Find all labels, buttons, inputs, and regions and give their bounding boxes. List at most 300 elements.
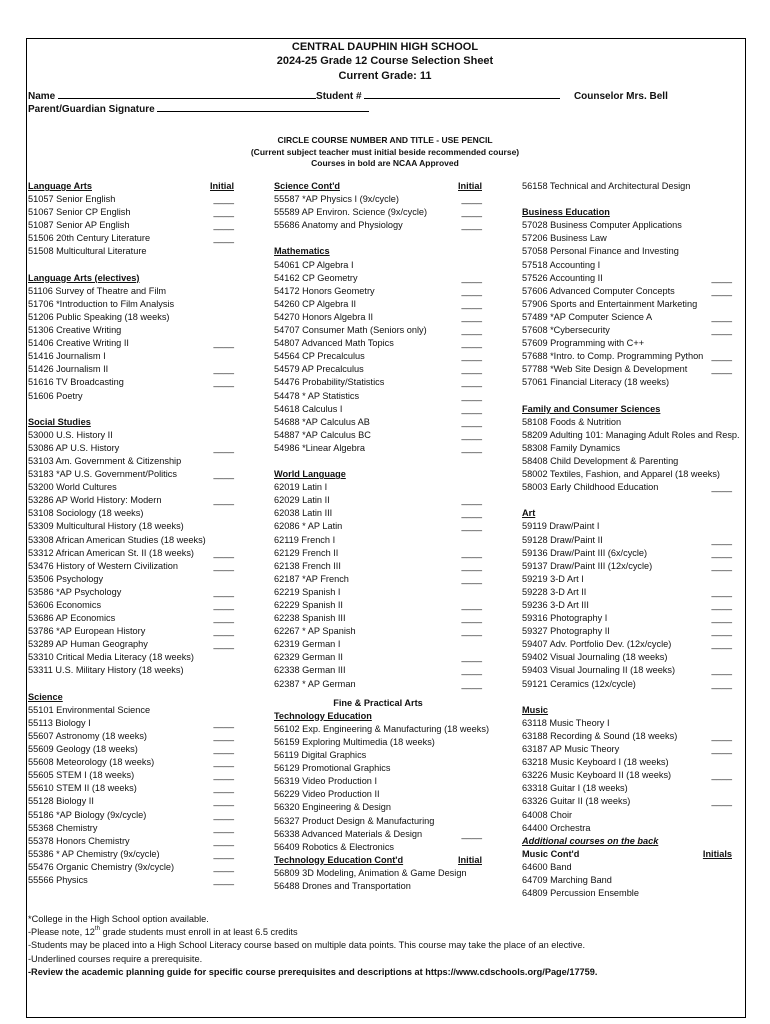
initial-blank[interactable]: ____	[461, 285, 482, 296]
course-item[interactable]	[274, 547, 482, 560]
course-label: 55610 STEM II (18 weeks)	[28, 783, 137, 794]
initial-blank[interactable]: ____	[461, 495, 482, 506]
course-item[interactable]	[28, 625, 234, 638]
name-label: Name	[28, 91, 56, 102]
course-item[interactable]	[28, 494, 234, 507]
course-label: 55589 AP Environ. Science (9x/cycle)	[274, 207, 428, 218]
initial-blank[interactable]: ____	[461, 547, 482, 558]
course-item[interactable]	[274, 723, 490, 736]
course-item[interactable]	[274, 599, 482, 612]
initial-blank[interactable]: ____	[711, 744, 732, 755]
course-item[interactable]	[28, 534, 234, 547]
initial-blank[interactable]: ____	[213, 730, 234, 741]
course-item[interactable]	[274, 560, 482, 573]
course-item[interactable]	[28, 337, 234, 350]
course-label: 55605 STEM I (18 weeks)	[28, 770, 135, 781]
course-item[interactable]	[522, 468, 732, 481]
initial-blank[interactable]: ____	[711, 547, 732, 558]
course-label: 59228 3-D Art II	[522, 586, 587, 597]
initial-blank[interactable]: ____	[213, 874, 234, 885]
course-label: 51616 TV Broadcasting	[28, 377, 124, 388]
course-item[interactable]	[522, 638, 732, 651]
initial-blank[interactable]: ____	[213, 207, 234, 218]
course-label: 55386 * AP Chemistry (9x/cycle)	[28, 848, 160, 859]
initial-blank[interactable]: ____	[461, 403, 482, 414]
course-label: 59402 Visual Journaling (18 weeks)	[522, 652, 668, 663]
course-item[interactable]	[522, 285, 732, 298]
course-label: 53308 African American Studies (18 weeks)	[28, 534, 206, 545]
footnote-credits: -Please note, 12th grade students must enroll in at least 6.5 credits	[28, 926, 298, 938]
course-item[interactable]	[274, 376, 482, 389]
course-item[interactable]	[28, 193, 234, 206]
initial-blank[interactable]: ____	[213, 757, 234, 768]
initial-blank[interactable]: ____	[711, 770, 732, 781]
course-label: 64809 Percussion Ensemble	[522, 888, 639, 899]
mathematics-list	[274, 259, 482, 455]
course-label: 53686 AP Economics	[28, 613, 116, 624]
course-item[interactable]	[522, 324, 732, 337]
initial-blank[interactable]: ____	[711, 613, 732, 624]
course-label: 53286 AP World History: Modern	[28, 495, 162, 506]
course-item[interactable]	[522, 245, 732, 258]
social-studies-list	[28, 429, 234, 678]
initial-blank[interactable]: ____	[213, 822, 234, 833]
course-item[interactable]	[522, 809, 732, 822]
course-label: 62238 Spanish III	[274, 613, 346, 624]
music-contd-title: Music Cont'd	[522, 848, 580, 859]
course-label: 59407 Adv. Portfolio Dev. (12x/cycle)	[522, 639, 672, 650]
course-item[interactable]	[274, 363, 482, 376]
tech-ed-list	[274, 723, 490, 854]
initial-blank[interactable]: ____	[461, 521, 482, 532]
business-list	[522, 219, 732, 389]
course-item[interactable]	[28, 324, 234, 337]
course-item[interactable]	[28, 612, 234, 625]
course-item[interactable]	[28, 285, 234, 298]
course-item[interactable]	[28, 795, 234, 808]
course-item[interactable]	[522, 350, 732, 363]
course-item[interactable]	[522, 822, 732, 835]
course-label: 55608 Meteorology (18 weeks)	[28, 757, 155, 768]
course-label: 51087 Senior AP English	[28, 220, 130, 231]
course-item[interactable]	[28, 848, 234, 861]
course-label: 53312 African American St. II (18 weeks)	[28, 547, 194, 558]
course-label: 54618 Calculus I	[274, 403, 343, 414]
course-item[interactable]	[28, 756, 234, 769]
course-item[interactable]	[522, 311, 732, 324]
course-item[interactable]	[274, 762, 482, 775]
course-item[interactable]	[274, 573, 482, 586]
course-item[interactable]	[274, 788, 482, 801]
course-item[interactable]	[274, 678, 482, 691]
course-label: 53183 *AP U.S. Government/Politics	[28, 469, 177, 480]
initial-blank[interactable]: ____	[213, 547, 234, 558]
initial-blank[interactable]: ____	[213, 442, 234, 453]
course-item[interactable]	[28, 861, 234, 874]
initial-blank[interactable]: ____	[213, 194, 234, 205]
course-item[interactable]	[274, 664, 482, 677]
course-label: 54986 *Linear Algebra	[274, 442, 365, 453]
initial-blank[interactable]: ____	[213, 600, 234, 610]
course-label: 51306 Creative Writing	[28, 325, 122, 336]
course-item[interactable]	[28, 507, 234, 520]
course-item[interactable]	[522, 376, 732, 389]
initial-blank[interactable]: ____	[213, 809, 234, 820]
course-label: 63326 Guitar II (18 weeks)	[522, 796, 631, 807]
signature-field[interactable]	[157, 103, 369, 112]
initial-blank[interactable]: ____	[213, 560, 234, 571]
initial-blank[interactable]: ____	[711, 796, 732, 807]
initial-blank[interactable]: ____	[711, 272, 732, 283]
initial-blank[interactable]: ____	[711, 325, 732, 336]
initial-blank[interactable]: ____	[213, 495, 234, 506]
course-item[interactable]	[274, 219, 482, 232]
course-label: 53000 U.S. History II	[28, 429, 113, 440]
tech-ed-title: Technology Education	[274, 710, 372, 721]
course-item[interactable]	[274, 867, 482, 880]
course-label: 58002 Textiles, Fashion, and Apparel (18 weeks)	[522, 469, 720, 480]
student-number-field[interactable]	[364, 90, 560, 99]
course-item[interactable]	[28, 298, 234, 311]
course-item[interactable]	[28, 743, 234, 756]
course-item[interactable]	[274, 390, 482, 403]
initial-blank[interactable]: ____	[461, 364, 482, 375]
initial-blank[interactable]: ____	[461, 560, 482, 571]
course-item[interactable]	[28, 206, 234, 219]
course-item[interactable]	[522, 560, 732, 573]
course-item[interactable]	[274, 638, 482, 651]
course-item[interactable]	[274, 324, 482, 337]
course-label: 63118 Music Theory I	[522, 717, 610, 728]
initial-blank[interactable]: ____	[213, 770, 234, 781]
tech-ed-contd-list	[274, 867, 482, 893]
course-item[interactable]	[522, 573, 732, 586]
initial-blank[interactable]: ____	[213, 639, 234, 650]
course-label: 53200 World Cultures	[28, 482, 117, 493]
course-item[interactable]	[522, 625, 732, 638]
course-label: 53103 Am. Government & Citizenship	[28, 455, 182, 466]
course-item[interactable]	[28, 835, 234, 848]
course-item[interactable]	[28, 769, 234, 782]
initial-blank[interactable]: ____	[711, 730, 732, 741]
course-item[interactable]	[522, 534, 732, 547]
initial-blank[interactable]: ____	[461, 390, 482, 401]
mathematics-title: Mathematics	[274, 246, 330, 257]
course-item[interactable]	[28, 730, 234, 743]
initial-blank[interactable]: ____	[461, 508, 482, 519]
course-item[interactable]	[274, 298, 482, 311]
course-item[interactable]	[28, 704, 234, 717]
course-item[interactable]	[274, 350, 482, 363]
course-item[interactable]	[274, 625, 482, 638]
course-item[interactable]	[28, 363, 234, 376]
initial-blank[interactable]: ____	[711, 600, 732, 610]
course-label: 62338 German III	[274, 665, 346, 676]
course-item[interactable]	[522, 481, 732, 494]
initial-blank[interactable]: ____	[213, 717, 234, 728]
initial-blank[interactable]: ____	[213, 861, 234, 872]
course-item[interactable]	[274, 520, 482, 533]
course-item[interactable]	[274, 534, 482, 547]
course-item[interactable]	[274, 337, 482, 350]
initial-blank[interactable]: ____	[461, 828, 482, 839]
initial-blank[interactable]: ____	[711, 482, 732, 493]
course-item[interactable]	[28, 586, 234, 599]
course-item[interactable]	[522, 416, 732, 429]
initial-blank[interactable]: ____	[461, 613, 482, 624]
course-label: 53311 U.S. Military History (18 weeks)	[28, 665, 184, 676]
initial-blank[interactable]: ____	[213, 744, 234, 755]
initial-blank[interactable]: ____	[461, 194, 482, 205]
course-label: 55686 Anatomy and Physiology	[274, 220, 403, 231]
course-label: 55128 Biology II	[28, 796, 94, 807]
course-label: 64400 Orchestra	[522, 822, 591, 833]
course-item[interactable]	[28, 560, 234, 573]
course-label: 59121 Ceramics (12x/cycle)	[522, 678, 636, 689]
initial-blank[interactable]: ____	[461, 652, 482, 663]
course-label: 56319 Video Production I	[274, 776, 378, 787]
column-3	[522, 180, 740, 900]
initial-blank[interactable]: ____	[461, 429, 482, 440]
course-item[interactable]	[28, 874, 234, 887]
course-item[interactable]	[522, 651, 732, 664]
course-label: 55609 Geology (18 weeks)	[28, 744, 138, 755]
course-item[interactable]	[274, 815, 482, 828]
initial-blank[interactable]: ____	[213, 848, 234, 859]
course-label: 56338 Advanced Materials & Design	[274, 828, 423, 839]
course-item[interactable]	[28, 455, 234, 468]
initial-blank[interactable]: ____	[461, 207, 482, 218]
course-item[interactable]	[28, 376, 234, 389]
initial-header-2: Initial	[458, 181, 482, 191]
course-label: 51067 Senior CP English	[28, 207, 131, 218]
initial-blank[interactable]: ____	[213, 796, 234, 807]
course-item[interactable]	[522, 429, 740, 442]
course-label: 57206 Business Law	[522, 233, 607, 244]
course-label: 57688 *Intro. to Comp. Programming Python	[522, 351, 704, 362]
initial-blank[interactable]: ____	[711, 639, 732, 650]
course-item[interactable]	[522, 547, 732, 560]
course-item[interactable]	[522, 586, 732, 599]
initial-blank[interactable]: ____	[461, 600, 482, 610]
science-title: Science	[28, 691, 63, 702]
initial-blank[interactable]: ____	[711, 586, 732, 597]
course-item[interactable]	[28, 782, 234, 795]
course-item[interactable]	[274, 586, 482, 599]
course-item[interactable]	[274, 403, 482, 416]
course-label: 54579 AP Precalculus	[274, 364, 364, 375]
signature-row	[28, 103, 369, 116]
course-label: 59128 Draw/Paint II	[522, 534, 603, 545]
sheet-title: 2024-25 Grade 12 Course Selection Sheet	[276, 55, 494, 67]
course-label: 62187 *AP French	[274, 573, 349, 584]
course-item[interactable]	[274, 442, 482, 455]
course-label: 57608 *Cybersecurity	[522, 325, 610, 336]
course-item[interactable]	[522, 599, 732, 612]
initial-blank[interactable]: ____	[711, 351, 732, 362]
course-item[interactable]	[274, 507, 482, 520]
initial-blank[interactable]: ____	[711, 364, 732, 375]
course-item[interactable]	[522, 730, 732, 743]
course-item[interactable]	[274, 775, 482, 788]
initial-blank[interactable]: ____	[213, 338, 234, 349]
course-item[interactable]	[28, 442, 234, 455]
course-item[interactable]	[274, 285, 482, 298]
course-label: 62029 Latin II	[274, 495, 330, 506]
initial-blank[interactable]: ____	[461, 325, 482, 336]
course-item[interactable]	[274, 311, 482, 324]
course-item[interactable]	[522, 861, 732, 874]
course-item[interactable]	[28, 245, 234, 258]
course-item[interactable]	[522, 272, 732, 285]
initial-blank[interactable]: ____	[711, 665, 732, 676]
initial-blank[interactable]: ____	[213, 626, 234, 637]
course-item[interactable]	[28, 809, 234, 822]
course-item[interactable]	[274, 736, 482, 749]
course-item[interactable]	[274, 612, 482, 625]
course-item[interactable]	[522, 363, 732, 376]
social-studies-title: Social Studies	[28, 416, 91, 427]
course-item[interactable]	[28, 520, 234, 533]
initial-blank[interactable]: ____	[213, 783, 234, 794]
course-item[interactable]	[522, 232, 732, 245]
course-item[interactable]	[274, 828, 482, 841]
course-label: 59219 3-D Art I	[522, 573, 584, 584]
course-item[interactable]	[522, 795, 732, 808]
initial-blank[interactable]: ____	[711, 311, 732, 322]
course-item[interactable]	[28, 599, 234, 612]
initial-blank[interactable]: ____	[461, 626, 482, 637]
initial-blank[interactable]: ____	[711, 626, 732, 637]
course-item[interactable]	[28, 429, 234, 442]
course-item[interactable]	[28, 350, 234, 363]
course-label: 56129 Promotional Graphics	[274, 763, 391, 774]
course-label: 51508 Multicultural Literature	[28, 246, 147, 257]
course-item[interactable]	[28, 573, 234, 586]
course-item[interactable]	[28, 638, 234, 651]
course-item[interactable]	[274, 193, 482, 206]
initial-blank[interactable]: ____	[461, 678, 482, 689]
initial-blank[interactable]: ____	[213, 220, 234, 231]
course-item[interactable]	[522, 743, 732, 756]
initial-blank[interactable]: ____	[461, 442, 482, 453]
course-item[interactable]	[28, 468, 234, 481]
course-item[interactable]	[28, 219, 234, 232]
course-item[interactable]	[522, 887, 732, 900]
course-item[interactable]	[28, 547, 234, 560]
initial-blank[interactable]: ____	[213, 586, 234, 597]
initial-blank[interactable]: ____	[461, 573, 482, 584]
course-item[interactable]	[522, 874, 732, 887]
name-field[interactable]	[58, 90, 316, 99]
initial-header: Initial	[210, 181, 234, 191]
footnotes	[28, 913, 597, 979]
initial-blank[interactable]: ____	[711, 678, 732, 689]
initial-blank[interactable]: ____	[461, 416, 482, 427]
initial-blank[interactable]: ____	[213, 377, 234, 388]
initial-blank[interactable]: ____	[213, 835, 234, 846]
course-item[interactable]	[274, 749, 482, 762]
initial-blank[interactable]: ____	[711, 560, 732, 571]
course-item[interactable]	[522, 678, 732, 691]
course-item[interactable]	[28, 717, 234, 730]
course-label: 54807 Advanced Math Topics	[274, 338, 394, 349]
course-item[interactable]	[274, 206, 482, 219]
course-item[interactable]	[522, 717, 732, 730]
course-label: 53086 AP U.S. History	[28, 442, 120, 453]
initial-blank[interactable]: ____	[461, 665, 482, 676]
course-item[interactable]	[274, 416, 482, 429]
course-item[interactable]	[28, 651, 234, 664]
course-item[interactable]	[522, 455, 732, 468]
course-item[interactable]	[274, 481, 482, 494]
initial-blank[interactable]: ____	[213, 364, 234, 375]
course-item[interactable]	[274, 841, 482, 854]
course-item[interactable]	[522, 337, 732, 350]
course-item[interactable]	[28, 390, 234, 403]
course-item[interactable]	[274, 272, 482, 285]
course-item[interactable]	[274, 494, 482, 507]
course-item[interactable]	[28, 822, 234, 835]
course-item[interactable]	[522, 769, 732, 782]
course-label: 51106 Survey of Theatre and Film	[28, 285, 167, 296]
initial-blank[interactable]: ____	[461, 298, 482, 309]
initial-blank[interactable]: ____	[711, 534, 732, 545]
course-label: 55566 Physics	[28, 874, 88, 885]
course-label: 62219 Spanish I	[274, 586, 341, 597]
initial-blank[interactable]: ____	[461, 220, 482, 231]
course-item[interactable]	[274, 259, 482, 272]
initial-blank[interactable]: ____	[711, 285, 732, 296]
course-item[interactable]	[28, 664, 234, 677]
course-label: 51426 Journalism II	[28, 364, 109, 375]
course-item[interactable]	[274, 429, 482, 442]
course-label: 63188 Recording & Sound (18 weeks)	[522, 730, 678, 741]
course-item[interactable]	[522, 520, 732, 533]
course-label: 57489 *AP Computer Science A	[522, 311, 653, 322]
course-item[interactable]	[28, 311, 234, 324]
initial-blank[interactable]: ____	[461, 272, 482, 283]
initial-blank[interactable]: ____	[461, 311, 482, 322]
course-item[interactable]	[28, 481, 234, 494]
course-item[interactable]	[274, 801, 482, 814]
course-item[interactable]	[28, 232, 234, 245]
initial-blank[interactable]: ____	[213, 469, 234, 480]
course-label: 51057 Senior English	[28, 194, 116, 205]
course-item[interactable]	[522, 612, 732, 625]
course-item[interactable]	[522, 298, 732, 311]
course-item[interactable]	[522, 782, 732, 795]
initial-blank[interactable]: ____	[461, 377, 482, 388]
initial-blank[interactable]: ____	[213, 233, 234, 244]
course-label: 58108 Foods & Nutrition	[522, 416, 622, 427]
course-label: 55368 Chemistry	[28, 822, 98, 833]
course-label: 57788 *Web Site Design & Development	[522, 364, 688, 375]
initial-blank[interactable]: ____	[461, 351, 482, 362]
course-item[interactable]	[274, 880, 482, 893]
course-item[interactable]	[522, 756, 732, 769]
course-item[interactable]	[522, 259, 732, 272]
course-label: 62038 Latin III	[274, 508, 333, 519]
course-label: 57906 Sports and Entertainment Marketing	[522, 298, 698, 309]
course-item[interactable]	[522, 442, 732, 455]
initial-blank[interactable]: ____	[461, 338, 482, 349]
world-language-list	[274, 481, 482, 691]
course-item[interactable]	[522, 219, 732, 232]
course-item[interactable]	[522, 664, 732, 677]
course-item[interactable]	[274, 651, 482, 664]
initial-blank[interactable]: ____	[213, 613, 234, 624]
